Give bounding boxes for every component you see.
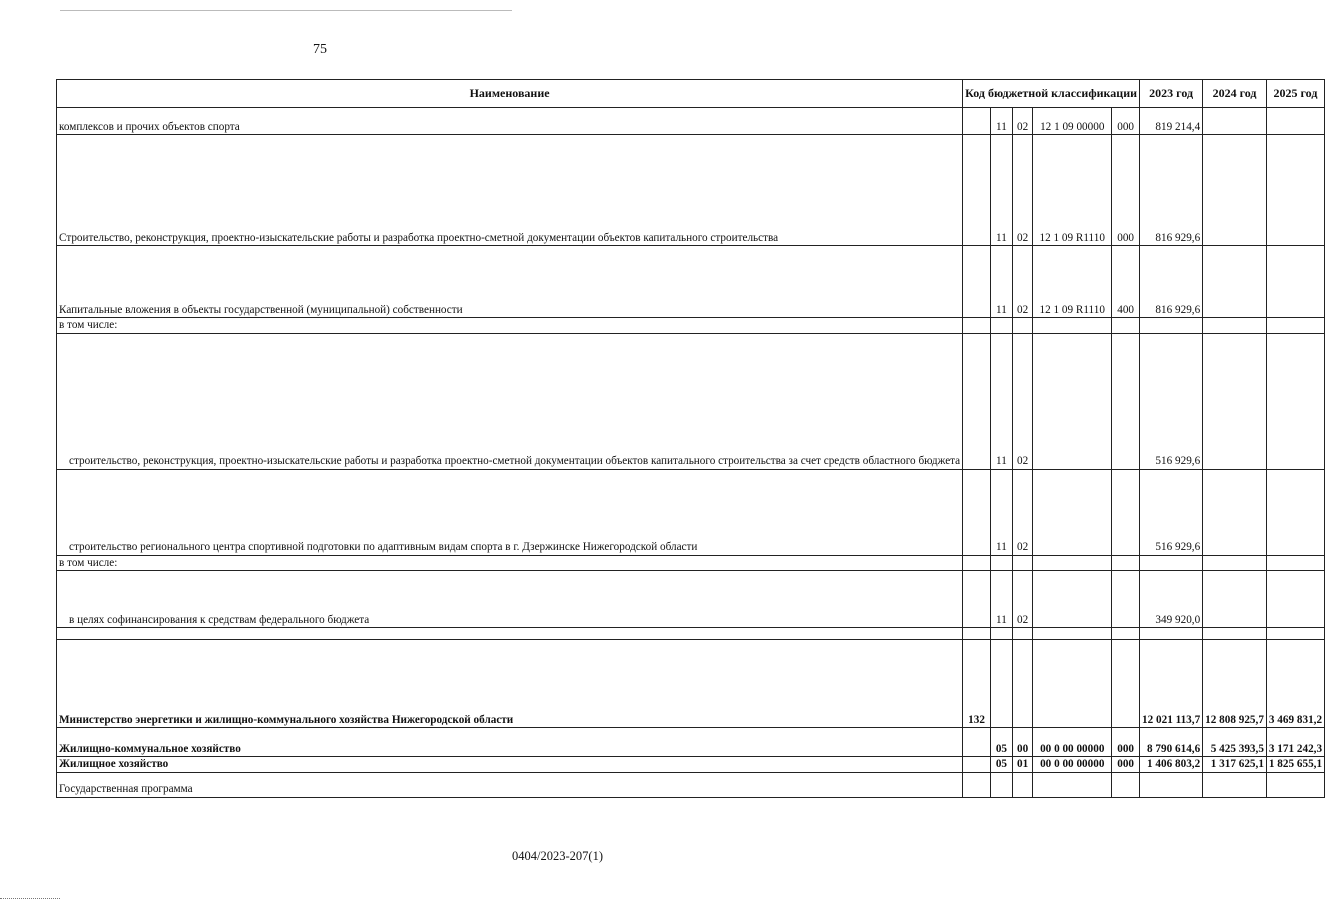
cell-target-article (1033, 555, 1112, 571)
header-2025: 2025 год (1266, 80, 1324, 108)
cell-subsection (1012, 318, 1032, 334)
table-row (57, 469, 1325, 555)
cell-subsection: 01 (1012, 757, 1032, 773)
cell-expense-type: 400 (1112, 246, 1140, 318)
cell-target-article (1033, 628, 1112, 640)
cell-2023: 12 021 113,7 (1140, 640, 1203, 728)
cell-2024 (1203, 135, 1267, 246)
header-2023: 2023 год (1140, 80, 1203, 108)
cell-2023: 516 929,6 (1140, 469, 1203, 555)
cell-ved (963, 628, 991, 640)
cell-2024 (1203, 318, 1267, 334)
cell-ved (963, 246, 991, 318)
cell-section (990, 555, 1012, 571)
cell-expense-type (1112, 640, 1140, 728)
cell-section: 05 (990, 757, 1012, 773)
table-row (57, 571, 1325, 628)
table-row (57, 108, 1325, 135)
cell-expense-type (1112, 772, 1140, 797)
cell-name: в том числе: (57, 555, 963, 571)
table-row (57, 318, 1325, 334)
cell-subsection: 02 (1012, 108, 1032, 135)
cell-ved (963, 571, 991, 628)
cell-2023: 8 790 614,6 (1140, 728, 1203, 757)
cell-2023: 349 920,0 (1140, 571, 1203, 628)
cell-target-article: 12 1 09 R1110 (1033, 135, 1112, 246)
cell-subsection: 02 (1012, 246, 1032, 318)
cell-ved (963, 135, 991, 246)
cell-section (990, 772, 1012, 797)
cell-2023: 816 929,6 (1140, 246, 1203, 318)
cell-subsection: 02 (1012, 469, 1032, 555)
cell-2025 (1266, 333, 1324, 469)
cell-subsection: 02 (1012, 135, 1032, 246)
cell-subsection: 02 (1012, 571, 1032, 628)
table-row (57, 640, 1325, 728)
page-number: 75 (313, 42, 327, 57)
cell-target-article: 00 0 00 00000 (1033, 757, 1112, 773)
cell-name: Государственная программа (57, 772, 963, 797)
cell-subsection: 02 (1012, 333, 1032, 469)
table-row (57, 772, 1325, 797)
cell-target-article (1033, 571, 1112, 628)
cell-expense-type: 000 (1112, 108, 1140, 135)
cell-subsection (1012, 640, 1032, 728)
cell-expense-type: 000 (1112, 135, 1140, 246)
cell-expense-type (1112, 318, 1140, 334)
cell-expense-type (1112, 628, 1140, 640)
cell-2025 (1266, 246, 1324, 318)
cell-2023: 1 406 803,2 (1140, 757, 1203, 773)
document-code: 0404/2023-207(1) (512, 849, 603, 863)
cell-ved (963, 333, 991, 469)
cell-ved (963, 469, 991, 555)
cell-target-article (1033, 333, 1112, 469)
cell-target-article (1033, 318, 1112, 334)
cell-expense-type (1112, 469, 1140, 555)
cell-name: Строительство, реконструкция, проектно-изыскательские работы и разработка проектно-сметной документации объектов капитального строительства (57, 135, 963, 246)
cell-2023 (1140, 628, 1203, 640)
cell-2025: 3 171 242,3 (1266, 728, 1324, 757)
cell-2025 (1266, 772, 1324, 797)
cell-ved (963, 728, 991, 757)
cell-name: строительство, реконструкция, проектно-изыскательские работы и разработка проектно-сметной документации объектов капитального строительства за счет средств областного бюджета (57, 333, 963, 469)
cell-2025 (1266, 135, 1324, 246)
header-budget-code: Код бюджетной классификации (963, 80, 1140, 108)
cell-target-article (1033, 640, 1112, 728)
cell-name: Министерство энергетики и жилищно-коммунального хозяйства Нижегородской области (57, 640, 963, 728)
cell-section (990, 640, 1012, 728)
budget-table (56, 79, 1325, 798)
table-row (57, 555, 1325, 571)
cell-2023 (1140, 318, 1203, 334)
cell-section (990, 628, 1012, 640)
cell-name: Жилищное хозяйство (57, 757, 963, 773)
cell-target-article (1033, 469, 1112, 555)
table-row (57, 333, 1325, 469)
cell-2024 (1203, 772, 1267, 797)
table-row (57, 246, 1325, 318)
cell-expense-type (1112, 555, 1140, 571)
cell-section (990, 318, 1012, 334)
cell-2025 (1266, 628, 1324, 640)
cell-2024 (1203, 469, 1267, 555)
bottom-fragment (0, 898, 60, 899)
cell-name: в целях софинансирования к средствам федерального бюджета (57, 571, 963, 628)
table-row (57, 728, 1325, 757)
cell-2023 (1140, 555, 1203, 571)
cell-2024 (1203, 333, 1267, 469)
cell-2024 (1203, 555, 1267, 571)
cell-2024: 5 425 393,5 (1203, 728, 1267, 757)
cell-section: 11 (990, 333, 1012, 469)
cell-2024 (1203, 571, 1267, 628)
cell-ved (963, 108, 991, 135)
cell-2025 (1266, 555, 1324, 571)
cell-2023: 516 929,6 (1140, 333, 1203, 469)
cell-section: 11 (990, 108, 1012, 135)
cell-name (57, 628, 963, 640)
cell-section: 11 (990, 246, 1012, 318)
cell-ved (963, 757, 991, 773)
cell-name: комплексов и прочих объектов спорта (57, 108, 963, 135)
cell-2025: 3 469 831,2 (1266, 640, 1324, 728)
cell-name: строительство регионального центра спортивной подготовки по адаптивным видам спорта в г. Дзержинске Нижегородской области (57, 469, 963, 555)
cell-target-article (1033, 772, 1112, 797)
cell-name: Жилищно-коммунальное хозяйство (57, 728, 963, 757)
cell-target-article: 12 1 09 R1110 (1033, 246, 1112, 318)
cell-2023: 816 929,6 (1140, 135, 1203, 246)
cell-subsection: 00 (1012, 728, 1032, 757)
cell-section: 05 (990, 728, 1012, 757)
cell-expense-type: 000 (1112, 757, 1140, 773)
table-row (57, 757, 1325, 773)
cell-expense-type: 000 (1112, 728, 1140, 757)
cell-2024: 1 317 625,1 (1203, 757, 1267, 773)
cell-2024 (1203, 108, 1267, 135)
table-header-row (57, 80, 1325, 108)
cell-2025 (1266, 571, 1324, 628)
header-name: Наименование (57, 80, 963, 108)
table-row (57, 135, 1325, 246)
cell-ved (963, 318, 991, 334)
cell-2025 (1266, 108, 1324, 135)
cell-expense-type (1112, 571, 1140, 628)
cell-name: Капитальные вложения в объекты государственной (муниципальной) собственности (57, 246, 963, 318)
cell-2023 (1140, 772, 1203, 797)
cell-expense-type (1112, 333, 1140, 469)
cell-2025 (1266, 469, 1324, 555)
cell-subsection (1012, 628, 1032, 640)
cell-2024 (1203, 246, 1267, 318)
cell-2023: 819 214,4 (1140, 108, 1203, 135)
cell-2024 (1203, 628, 1267, 640)
cell-ved: 132 (963, 640, 991, 728)
top-rule (60, 10, 512, 11)
cell-section: 11 (990, 135, 1012, 246)
cell-ved (963, 772, 991, 797)
cell-2025 (1266, 318, 1324, 334)
header-2024: 2024 год (1203, 80, 1267, 108)
cell-2024: 12 808 925,7 (1203, 640, 1267, 728)
table-row (57, 628, 1325, 640)
cell-ved (963, 555, 991, 571)
cell-name: в том числе: (57, 318, 963, 334)
cell-target-article: 12 1 09 00000 (1033, 108, 1112, 135)
cell-section: 11 (990, 571, 1012, 628)
cell-2025: 1 825 655,1 (1266, 757, 1324, 773)
cell-subsection (1012, 555, 1032, 571)
cell-section: 11 (990, 469, 1012, 555)
cell-target-article: 00 0 00 00000 (1033, 728, 1112, 757)
cell-subsection (1012, 772, 1032, 797)
